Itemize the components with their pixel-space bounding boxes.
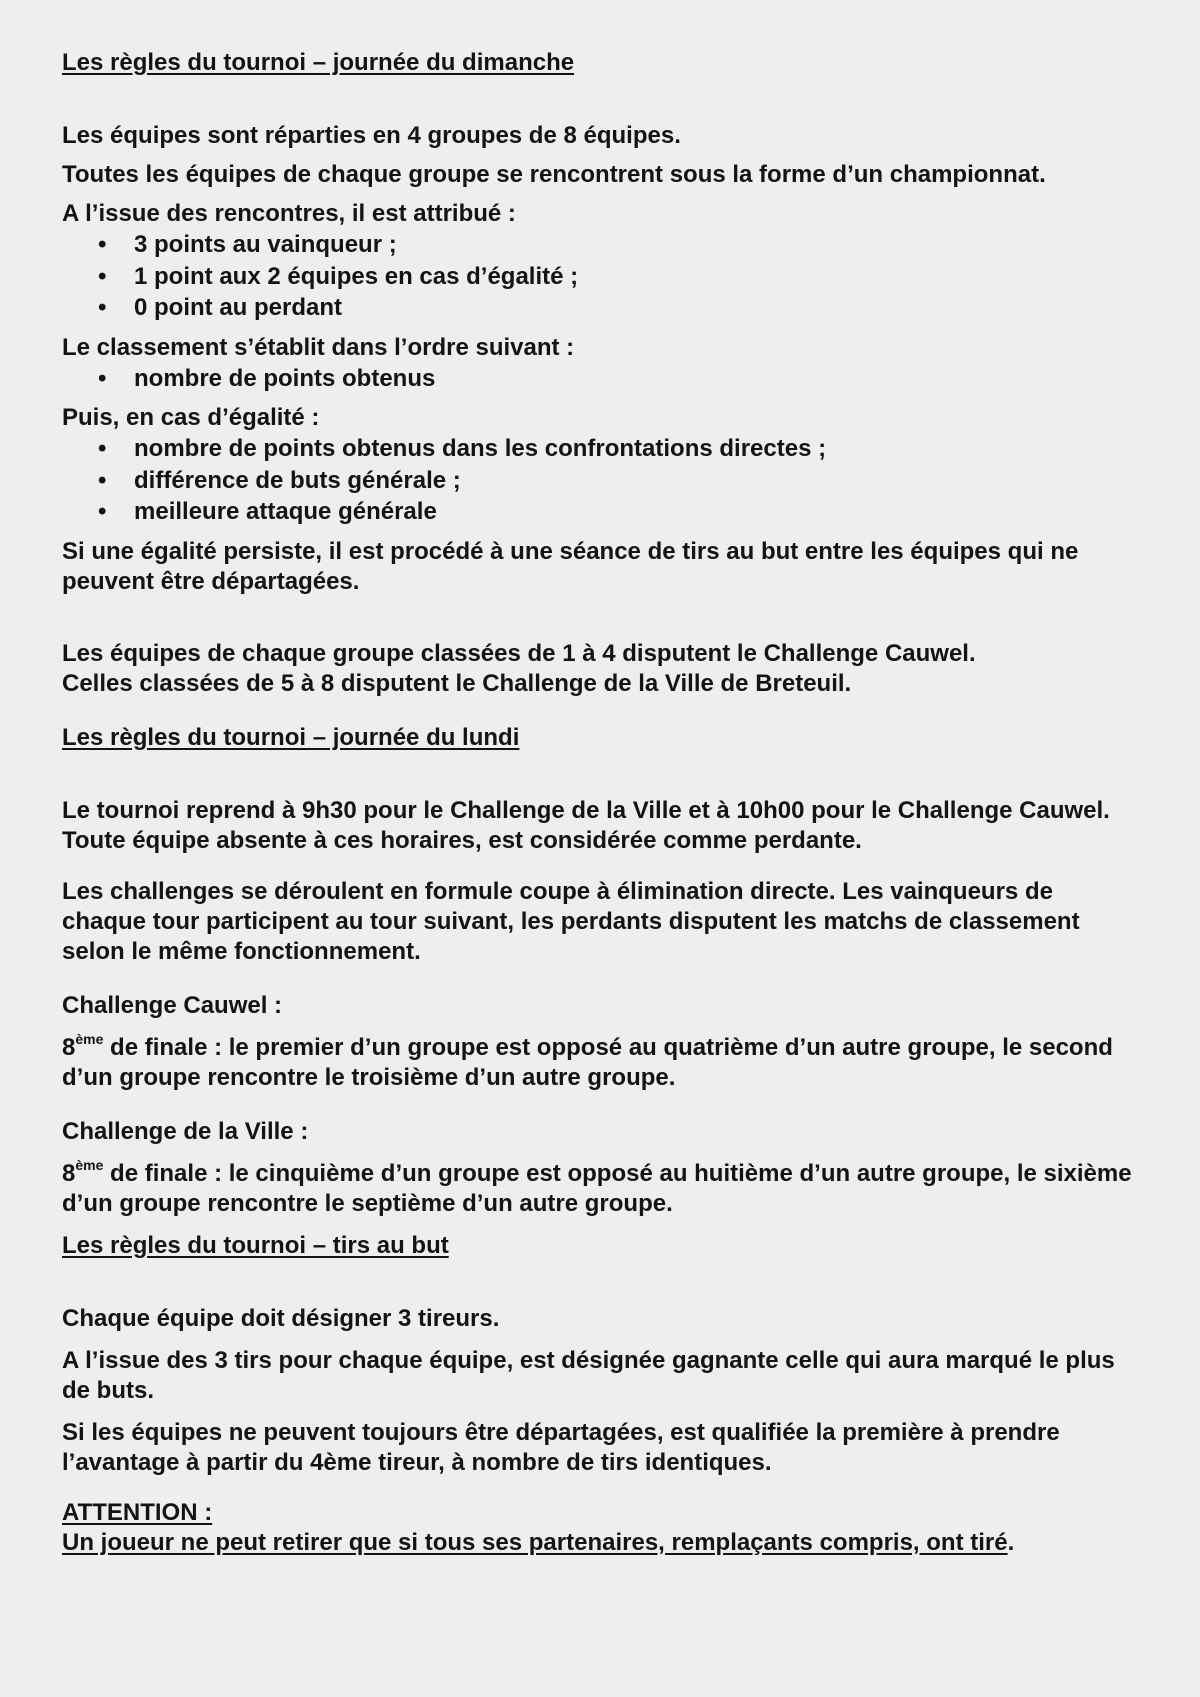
attention-heading: ATTENTION : [62, 1498, 213, 1526]
round-number: 8 [62, 1033, 76, 1061]
paragraph-groups: Les équipes sont réparties en 4 groupes de 8 équipes. [62, 122, 681, 149]
paragraph-shootout-rule: Si une égalité persiste, il est procédé à une séance de tirs au but entre les équipes qui ne peuvent être départagées. [62, 537, 1079, 595]
round-description: de finale : le cinquième d’un groupe est opposé au huitième d’un autre groupe, le sixième d’un groupe rencontre le septième d’un autre groupe. [62, 1159, 1132, 1217]
list-item: • 3 points au vainqueur ; [134, 229, 1142, 261]
warning-period: . [1007, 1528, 1015, 1556]
ranking-list [62, 363, 1142, 395]
paragraph-points-intro: A l’issue des rencontres, il est attribué : [62, 200, 516, 227]
section-title-shootout: Les règles du tournoi – tirs au but [62, 1231, 449, 1259]
warning-text: Un joueur ne peut retirer que si tous ses partenaires, remplaçants compris, ont tiré [62, 1528, 1008, 1556]
list-item: • nombre de points obtenus dans les confrontations directes ; [134, 433, 1142, 465]
paragraph-schedule: Le tournoi reprend à 9h30 pour le Challenge de la Ville et à 10h00 pour le Challenge Cauwel. Toute équipe absente à ces horaires, est considérée comme perdante. [62, 796, 1110, 854]
paragraph-ranking-intro: Le classement s’établit dans l’ordre suivant : [62, 333, 575, 361]
list-item: • 0 point au perdant [134, 292, 1142, 324]
paragraph-winner: A l’issue des 3 tirs pour chaque équipe, est désignée gagnante celle qui aura marqué le plus de buts. [62, 1346, 1115, 1404]
round-description: de finale : le premier d’un groupe est opposé au quatrième d’un autre groupe, le second d’un groupe rencontre le troisième d’un autre groupe. [62, 1033, 1113, 1091]
paragraph-cauwel-round [62, 1030, 1142, 1093]
paragraph-warning [62, 1528, 1142, 1558]
list-item: • meilleure attaque générale [134, 496, 1142, 528]
paragraph-sudden-death: Si les équipes ne peuvent toujours être départagées, est qualifiée la première à prendre l’avantage à partir du 4ème tireur, à nombre de tirs identiques. [62, 1418, 1060, 1476]
paragraph-format: Les challenges se déroulent en formule coupe à élimination directe. Les vainqueurs de chaque tour participent au tour suivant, les perdants disputent les matchs de classement selon le même fonctionnement. [62, 877, 1080, 965]
list-item: • 1 point aux 2 équipes en cas d’égalité ; [134, 261, 1142, 293]
section-title-sunday: Les règles du tournoi – journée du dimanche [62, 49, 575, 76]
paragraph-tiebreak-intro: Puis, en cas d’égalité : [62, 404, 320, 431]
points-list [62, 229, 1142, 324]
tiebreak-list [62, 433, 1142, 528]
label-challenge-cauwel: Challenge Cauwel : [62, 991, 283, 1019]
paragraph-shooters: Chaque équipe doit désigner 3 tireurs. [62, 1304, 500, 1332]
round-suffix: ème [75, 1030, 104, 1047]
list-item: • nombre de points obtenus [134, 363, 1142, 395]
paragraph-cauwel-qualification: Les équipes de chaque groupe classées de 1 à 4 disputent le Challenge Cauwel. [62, 639, 976, 667]
round-suffix: ème [75, 1156, 104, 1173]
paragraph-ville-round [62, 1156, 1142, 1219]
paragraph-championship: Toutes les équipes de chaque groupe se rencontrent sous la forme d’un championnat. [62, 161, 1046, 188]
paragraph-ville-qualification: Celles classées de 5 à 8 disputent le Challenge de la Ville de Breteuil. [62, 669, 852, 697]
label-challenge-ville: Challenge de la Ville : [62, 1117, 309, 1145]
section-title-monday: Les règles du tournoi – journée du lundi [62, 723, 520, 751]
round-number: 8 [62, 1159, 76, 1187]
rules-document [62, 48, 1142, 1558]
list-item: • différence de buts générale ; [134, 465, 1142, 497]
